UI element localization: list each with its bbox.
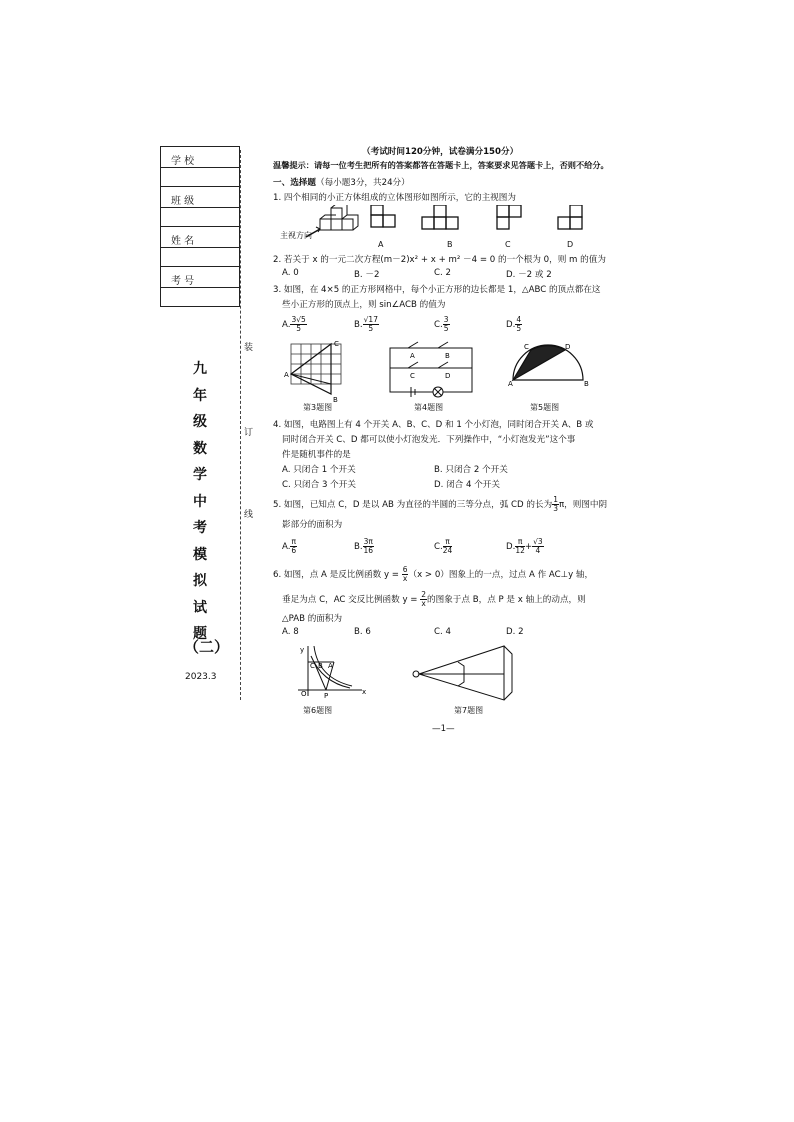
section-heading: 一、选择题（每小题3分，共24分） [273,178,410,188]
option-c-shape [497,205,521,229]
info-label: 学 校 [171,156,195,167]
fig6-caption: 第6题图 [303,706,333,715]
info-row-school[interactable] [161,147,239,187]
info-row-exam-number[interactable] [161,267,239,306]
option: A. 8 [282,627,299,637]
option: C. $\frac{\pi}{24}$ [434,537,453,555]
fig3-label-b: B [333,396,338,404]
fig6-label-x: x [362,688,367,696]
fig4-label-d: D [445,372,451,380]
q1-figures [276,205,596,250]
question-5-line1: 5. 如图，已知点 C，D 是以 AB 为直径的半圆的三等分点，弧 CD 的长为 $\frac{1}{3}$ π，则图中阴 [273,495,608,513]
option: A. $\frac{\pi}{6}$ [282,537,297,555]
question-6-line2: 垂足为点 C，AC 交反比例函数 y = $\frac{2}{x}$ 的图象于点 B，点 P 是 x 轴上的动点，则 [282,590,586,608]
tip: 温馨提示：请每一位考生把所有的答案都答在答题卡上，答案要求见答题卡上，否则不给分。 [273,160,609,170]
option: D. 2 [506,627,524,637]
question-4-line1: 4. 如图，电路图上有 4 个开关 A、B、C、D 和 1 个小灯泡，同时闭合开关 A、B 或 [273,420,594,430]
option-label: B [447,240,453,249]
part-number: （二） [184,638,230,656]
fig3-label-a: A [284,371,289,379]
question-5-line2: 影部分的面积为 [282,520,343,530]
option: B. 只闭合 2 个开关 [434,465,508,475]
hyperbola-figure [298,646,362,696]
binding-char: 装 [244,340,253,353]
fig5-label-a: A [508,380,513,388]
fig6-label-y: y [300,646,305,654]
fig4-label-b: B [445,352,450,360]
fig6-label-b: B [318,662,323,670]
option: D. 闭合 4 个开关 [434,480,500,490]
fig6-label-a: A [328,662,333,670]
info-label: 姓 名 [171,236,195,247]
question-2: 2. 若关于 x 的一元二次方程(m－2)x² + x + m² －4 = 0 的一个根为 0，则 m 的值为 [273,255,606,265]
exam-date: 2023.3 [185,672,217,682]
option: D. －2 或 2 [506,270,552,280]
grid-figure [291,344,341,394]
fig4-caption: 第4题图 [414,403,444,412]
info-label: 班 级 [171,196,195,207]
question-6-line1: 6. 如图，点 A 是反比例函数 y = $\frac{6}{x}$ （x > 0）图象上的一点，过点 A 作 AC⊥y 轴， [273,565,594,583]
fig6-label-c: C [310,662,315,670]
question-4-line3: 件是随机事件的是 [282,450,351,460]
question-6-line3: △PAB 的面积为 [282,614,343,624]
fig3-caption: 第3题图 [303,403,333,412]
option: A. 0 [282,268,299,278]
student-info-table [160,146,240,307]
option: C. 2 [434,268,451,278]
option: B. －2 [354,270,380,280]
option: B. $\frac{√17}{5}$ [354,315,378,333]
fig5-label-d: D [565,343,571,351]
fig7-caption: 第7题图 [454,706,484,715]
fig5-label-b: B [584,380,589,388]
option: A. $\frac{3√5}{5}$ [282,315,306,333]
option: B. $\frac{3\pi}{16}$ [354,537,374,555]
vertical-exam-title: 九 年 级 数 学 中 考 模 拟 试 题 [193,361,207,642]
page-number: —1— [432,724,455,734]
fig6-label-o: O [301,690,307,698]
option-label: D [567,240,574,249]
question-1: 1. 四个相同的小正方体组成的立体图形如图所示，它的主视图为 [273,193,516,203]
figures-row-2 [292,642,522,702]
fig5-caption: 第5题图 [530,403,560,412]
fig4-label-a: A [410,352,415,360]
fig5-label-c: C [524,343,529,351]
option: D. $\frac{4}{5}$ [506,315,522,333]
option-b-shape [422,205,458,229]
binding-char: 订 [244,425,253,438]
option-d-shape [558,205,582,229]
option: C. $\frac{3}{5}$ [434,315,449,333]
option-label: C [505,240,511,249]
cube-figure [306,205,358,237]
option: A. 只闭合 1 个开关 [282,465,356,475]
projection-figure [413,646,512,700]
option-label: A [378,240,384,249]
binding-char: 线 [244,507,253,520]
circuit-figure [390,342,472,397]
binding-line [240,150,241,700]
option: B. 6 [354,627,371,637]
option: C. 4 [434,627,451,637]
figures-row-1 [283,340,603,404]
fig3-label-c: C [334,340,339,348]
info-row-class[interactable] [161,187,239,227]
option: D. $\frac{\pi}{12}$ + $\frac{√3}{4}$ [506,537,543,555]
option-a-shape [371,205,395,227]
exam-header: （考试时间120分钟，试卷满分150分） [362,147,519,157]
info-row-name[interactable] [161,227,239,267]
fig4-label-c: C [410,372,415,380]
question-3-line1: 3. 如图，在 4×5 的正方形网格中，每个小正方形的边长都是 1，△ABC 的顶点都在这 [273,285,601,295]
option: C. 只闭合 3 个开关 [282,480,356,490]
fig6-label-p: P [324,692,329,700]
question-3-line2: 些小正方形的顶点上，则 sin∠ACB 的值为 [282,300,446,310]
info-label: 考 号 [171,276,195,287]
view-direction-label: 主视方向 [280,231,312,240]
question-4-line2: 同时闭合开关 C、D 都可以使小灯泡发光．下列操作中，“小灯泡发光”这个事 [282,435,576,445]
